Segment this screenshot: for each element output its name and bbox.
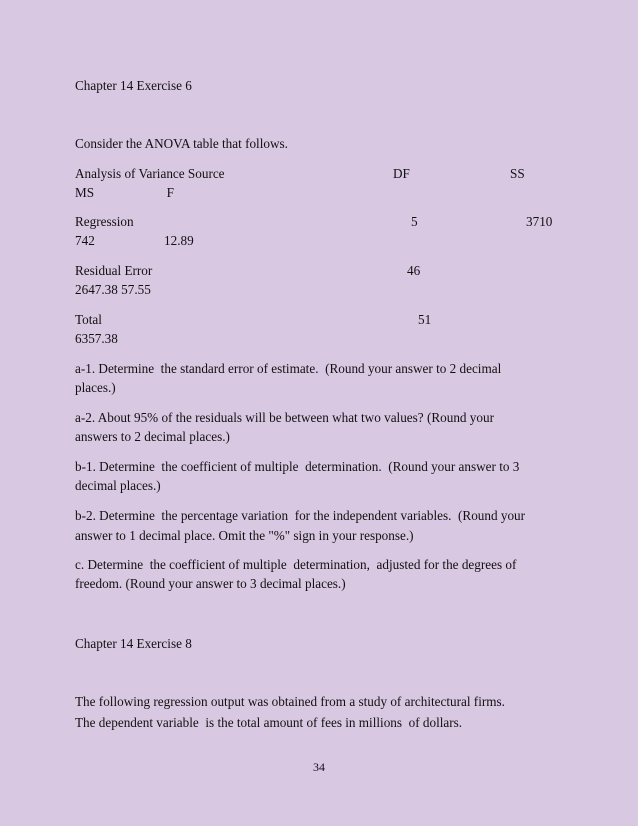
- anova-header-ms-f: MS F: [75, 185, 174, 200]
- anova-residual-df: 46: [407, 263, 421, 278]
- question-b1-line1: b-1. Determine the coefficient of multiple determination. (Round your answer to 3: [75, 459, 520, 474]
- page-number: 34: [313, 760, 325, 774]
- anova-header-source: Analysis of Variance Source: [75, 166, 225, 181]
- anova-header-df: DF: [393, 166, 410, 181]
- question-a1-line1: a-1. Determine the standard error of estimate. (Round your answer to 2 decimal: [75, 361, 502, 376]
- anova-regression-df: 5: [411, 214, 418, 229]
- anova-regression-ss: 3710: [526, 214, 553, 229]
- question-a2-line2: answers to 2 decimal places.): [75, 429, 230, 444]
- anova-total-df: 51: [418, 312, 432, 327]
- anova-regression-label: Regression: [75, 214, 134, 229]
- question-b2-line2: answer to 1 decimal place. Omit the "%" sign in your response.): [75, 528, 414, 543]
- anova-residual-ss-ms: 2647.38 57.55: [75, 282, 151, 297]
- question-a1-line2: places.): [75, 380, 116, 395]
- question-b2-line1: b-2. Determine the percentage variation for the independent variables. (Round your: [75, 508, 526, 523]
- anova-header-ss: SS: [510, 166, 525, 181]
- question-a2-line1: a-2. About 95% of the residuals will be between what two values? (Round your: [75, 410, 494, 425]
- anova-total-ss: 6357.38: [75, 331, 118, 346]
- anova-residual-label: Residual Error: [75, 263, 153, 278]
- exercise-6-heading: Chapter 14 Exercise 6: [75, 78, 192, 93]
- exercise-8-line1: The following regression output was obtained from a study of architectural firms.: [75, 694, 505, 709]
- anova-regression-ms-f: 742 12.89: [75, 233, 194, 248]
- exercise-6-intro: Consider the ANOVA table that follows.: [75, 136, 288, 151]
- question-c-line1: c. Determine the coefficient of multiple determination, adjusted for the degrees of: [75, 557, 517, 572]
- exercise-8-line2: The dependent variable is the total amount of fees in millions of dollars.: [75, 715, 463, 730]
- anova-total-label: Total: [75, 312, 102, 327]
- question-c-line2: freedom. (Round your answer to 3 decimal places.): [75, 576, 346, 591]
- exercise-8-heading: Chapter 14 Exercise 8: [75, 636, 192, 651]
- question-b1-line2: decimal places.): [75, 478, 161, 493]
